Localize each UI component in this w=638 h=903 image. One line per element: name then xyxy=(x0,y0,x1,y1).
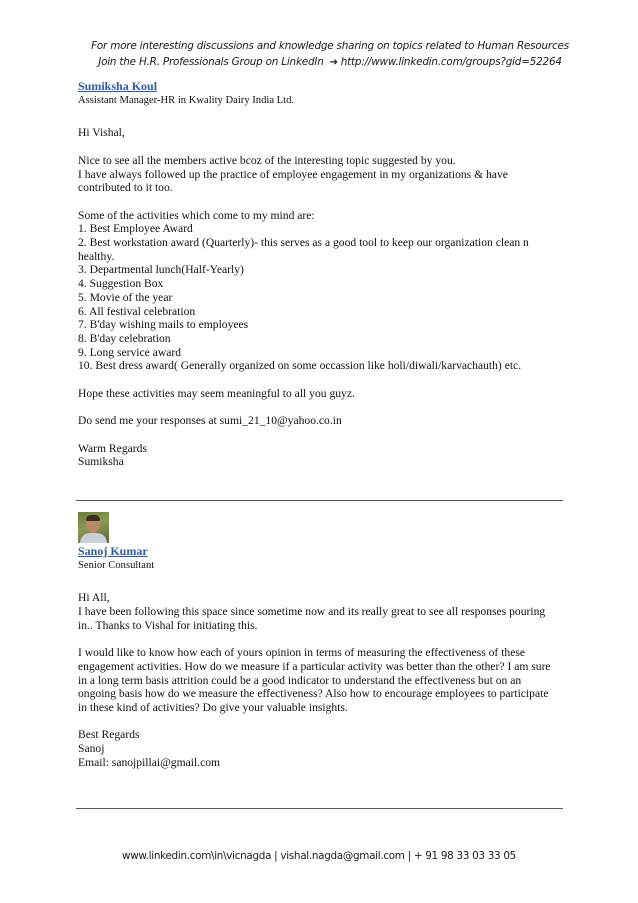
post-line: 8. B'day celebration xyxy=(78,331,171,345)
header-line-2 xyxy=(80,54,580,71)
post-line: 7. B'day wishing mails to employees xyxy=(78,318,249,332)
post-line: 2. Best workstation award (Quarterly)- this serves as a good tool to keep our organization clean n xyxy=(78,236,529,250)
header-group-text: Join the H.R. Professionals Group on LinkedIn xyxy=(98,56,324,68)
post-line: healthy. xyxy=(78,249,115,263)
author-role: Senior Consultant xyxy=(78,559,155,571)
post-line: 1. Best Employee Award xyxy=(78,222,193,236)
group-url-link[interactable]: http://www.linkedin.com/groups?gid=52264 xyxy=(340,56,562,68)
page-header xyxy=(80,38,580,71)
post-line: in a long term basis attrition could be a good indicator to understand the effectiveness but on an xyxy=(78,673,522,687)
post-line: 5. Movie of the year xyxy=(78,290,173,304)
post-sumiksha xyxy=(78,80,568,469)
post-line: Hi Vishal, xyxy=(78,126,125,140)
post-line: Some of the activities which come to my mind are: xyxy=(78,208,315,222)
post-line: Email: sanojpillai@gmail.com xyxy=(78,755,221,769)
post-line: Best Regards xyxy=(78,728,140,742)
post-line: Sumiksha xyxy=(78,455,124,469)
post-line xyxy=(78,400,568,414)
post-line: Hi All, xyxy=(78,591,110,605)
post-line: contributed to it too. xyxy=(78,181,173,195)
post-line xyxy=(78,140,568,154)
post-line xyxy=(78,633,568,647)
post-line xyxy=(78,373,568,387)
post-line xyxy=(78,195,568,209)
post-line: Hope these activities may seem meaningful to all you guyz. xyxy=(78,386,355,400)
author-name-link[interactable]: Sumiksha Koul xyxy=(78,79,158,93)
page-footer: www.linkedin.com\in\vicnagda | vishal.nagda@gmail.com | + 91 98 33 03 33 05 xyxy=(122,850,516,862)
section-divider xyxy=(76,808,563,809)
post-line: 10. Best dress award( Generally organized on some occassion like holi/diwali/karvachauth) etc. xyxy=(78,359,522,373)
post-line: Sanoj xyxy=(78,742,105,756)
avatar[interactable] xyxy=(78,512,109,543)
post-line: 6. All festival celebration xyxy=(78,304,196,318)
post-line: 9. Long service award xyxy=(78,345,182,359)
post-line: in these kind of activities? Do give your valuable insights. xyxy=(78,701,348,715)
post-line: I would like to know how each of yours opinion in terms of measuring the effectiveness of these xyxy=(78,646,526,660)
post-line: ongoing basis how do we measure the effectiveness? Also how to encourage employees to participate xyxy=(78,687,549,701)
post-line: Do send me your responses at sumi_21_10@yahoo.co.in xyxy=(78,414,342,428)
post-line: Warm Regards xyxy=(78,441,147,455)
post-body xyxy=(78,126,568,469)
author-name-link[interactable]: Sanoj Kumar xyxy=(78,544,148,558)
post-line: in.. Thanks to Vishal for initiating this. xyxy=(78,618,258,632)
post-line xyxy=(78,715,568,729)
post-body xyxy=(78,591,568,769)
author-role: Assistant Manager-HR in Kwality Dairy India Ltd. xyxy=(78,94,295,106)
post-line: 4. Suggestion Box xyxy=(78,277,164,291)
post-sanoj xyxy=(78,545,568,770)
post-line xyxy=(78,428,568,442)
header-line-1: For more interesting discussions and knowledge sharing on topics related to Human Resources xyxy=(91,40,569,52)
post-line: engagement activities. How do we measure if a particular activity was better than the other? I am sure xyxy=(78,659,551,673)
right-arrow-icon: ➔ xyxy=(329,57,338,68)
post-line: I have always followed up the practice of employee engagement in my organizations & have xyxy=(78,167,508,181)
post-line: 3. Departmental lunch(Half-Yearly) xyxy=(78,263,244,277)
post-line: Nice to see all the members active bcoz of the interesting topic suggested by you. xyxy=(78,153,456,167)
post-line: I have been following this space since sometime now and its really great to see all responses pouring xyxy=(78,605,546,619)
section-divider xyxy=(76,500,563,501)
